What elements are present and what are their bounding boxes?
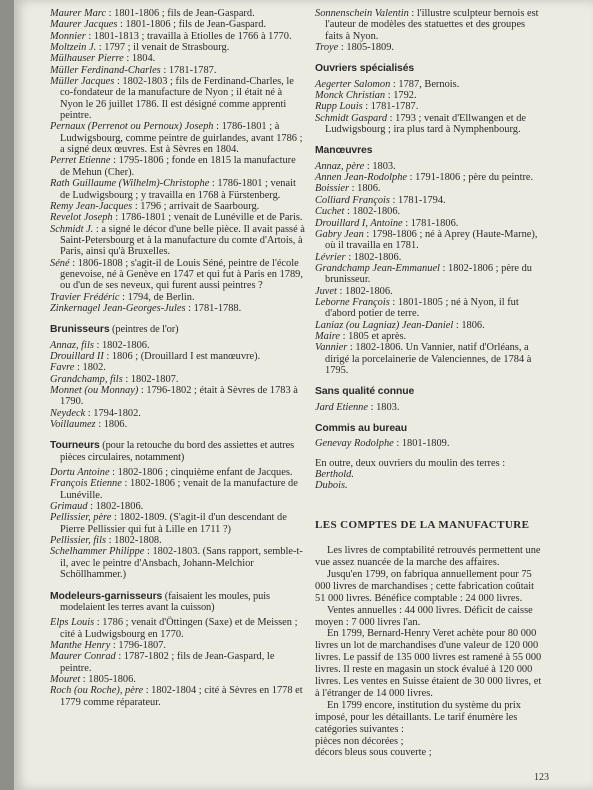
person-name: Grimaud (50, 501, 88, 513)
person-name: Pernaux (Perrenot ou Pernoux) Joseph (50, 121, 214, 133)
section-heading (50, 591, 306, 614)
entry-text: : 1795-1806 ; fonde en 1815 la manufacture de Mehun (Cher). (60, 155, 296, 178)
entry-text: : 1797 ; il venait de Strasbourg. (96, 42, 230, 54)
spacer (315, 450, 545, 458)
entry-text: : 1796-1802 ; était à Sèvres de 1783 à 1790. (60, 385, 298, 408)
person-name: Jard Etienne (315, 401, 368, 413)
section-body (315, 545, 545, 759)
entry-text: : 1786-1801 ; venait de Ludwigsbourg ; y travailla en 1768 à Fürstenberg. (60, 178, 296, 201)
left-column (50, 8, 306, 708)
person-name: Séné (50, 257, 70, 269)
section-line: pièces non décorées ; (315, 735, 404, 747)
person-name: Grandchamp, fils (50, 373, 123, 385)
heading-note: (faisaient les moules, puis modelaient les terres avant la cuisson) (60, 590, 270, 613)
entry-text: En outre, deux ouvriers du moulin des terres : (315, 457, 506, 469)
person-name: Remy Jean-Jacques (50, 200, 133, 212)
person-entry (315, 252, 545, 263)
person-entry (50, 501, 306, 512)
person-name: Revelot Joseph (50, 212, 113, 224)
person-name: Müller Ferdinand-Charles (50, 64, 161, 76)
person-entry (315, 320, 545, 331)
entry-text: : 1806. (349, 183, 381, 195)
entry-text: : 1802-1803. (Sans rapport, semble-t-il, avec le peintre d'Ansbach, Johann-Melchior Schöllhammer.) (60, 546, 303, 581)
heading-title: Tourneurs (50, 440, 100, 452)
person-name: Annaz, père (315, 160, 365, 172)
person-entry (315, 42, 545, 53)
entry-text: : 1802. (74, 362, 106, 374)
section-heading (50, 324, 306, 335)
person-name: Annaz, fils (50, 339, 94, 351)
person-entry (315, 438, 545, 449)
person-entry (315, 469, 545, 480)
entry-text: : 1802-1807. (122, 373, 179, 385)
entry-text: : 1787-1802 ; fils de Jean-Gaspard, le peintre. (60, 651, 275, 674)
person-name: Monnet (ou Monnay) (50, 385, 139, 396)
entry-text: : l'illustre sculpteur bernois est l'auteur de modèles des statuettes et des groupes faits à Nyon. (325, 8, 539, 42)
entry-text: : 1786-1801 ; venait de Lunéville et de Paris. (112, 212, 303, 224)
person-entry (50, 8, 306, 19)
person-entry (50, 19, 306, 30)
person-entry (50, 512, 306, 535)
person-name: François Etienne (50, 478, 122, 490)
entry-text: : 1802-1806. (336, 285, 393, 297)
heading-note: (peintres de l'or) (109, 324, 179, 336)
person-name: Pellissier, fils (50, 535, 106, 547)
person-name: Cuchet (315, 206, 345, 218)
entry-text: : 1801-1809. (393, 438, 450, 450)
person-name: Lévrier (315, 251, 346, 263)
person-name: Perret Etienne (50, 155, 111, 167)
entry-text: : a signé le décor d'une belle pièce. Il avait passé à Saint-Petersbourg et à la manufacture du comte d'Artois, à Paris, ainsi qu'à Bruxelles. (60, 223, 305, 258)
person-name: Troye (315, 42, 339, 54)
entry-text: : 1792. (385, 90, 417, 102)
entry-text: : 1786-1801 ; à Ludwigsbourg, comme peintre de guirlandes, avant 1786 ; a signé deux œuvres. Est à Sèvres en 1804. (60, 121, 303, 156)
person-name: Roch (ou Roche), père (50, 685, 144, 697)
person-entry (50, 408, 306, 419)
person-entry (315, 480, 545, 491)
heading-title: Ouvriers spécialisés (315, 63, 415, 75)
person-name: Mülhauser Pierre (50, 53, 124, 65)
person-name: Gabry Jean (315, 228, 364, 240)
person-entry (50, 651, 306, 674)
person-name: Manthe Henry (50, 639, 111, 651)
person-entry (50, 674, 306, 685)
person-name: Moltzein J. (50, 42, 97, 54)
entry-text: : 1802-1806. (93, 339, 150, 351)
person-name: Rupp Louis (315, 101, 363, 113)
person-entry (50, 42, 306, 53)
person-entry (50, 385, 306, 408)
person-name: Genevay Rodolphe (315, 438, 394, 450)
entry-text: : 1806. (95, 419, 128, 431)
person-entry (50, 546, 306, 580)
person-name: Travier Frédéric (50, 291, 120, 303)
person-entry (315, 8, 545, 42)
person-name: Maurer Marc (50, 8, 107, 19)
person-name: Maurer Conrad (50, 651, 116, 663)
person-name: Sonnenschein Valentin (315, 8, 409, 19)
person-entry (50, 374, 306, 385)
person-entry (315, 101, 545, 112)
entry-text: : 1803. (364, 160, 396, 172)
entry-text: : 1805 et après. (340, 330, 407, 342)
person-entry (50, 685, 306, 708)
person-entry (50, 155, 306, 178)
section-paragraph: En 1799 encore, institution du système du prix imposé, pour les détaillants. Le tarif énumère les catégories suivantes : (315, 699, 521, 735)
book-page (14, 0, 593, 790)
heading-title: Manœuvres (315, 145, 373, 157)
entry-text: : 1796 ; arrivait de Saarbourg. (132, 200, 260, 212)
person-name: Mouret (50, 673, 81, 685)
person-entry (50, 292, 306, 303)
entry-text: : 1802-1806 ; père du brunisseur. (325, 262, 533, 286)
person-entry (50, 201, 306, 212)
section-paragraph: Les livres de comptabilité retrouvés permettent une vue assez nuancée de la marche des affaires. (315, 545, 541, 568)
entry-text: : 1781-1806. (402, 217, 459, 229)
entry-text: : 1793 ; venait d'Ellwangen et de Ludwigsbourg ; ira plus tard à Nymphenbourg. (325, 112, 526, 136)
entry-text: : 1805-1806. (80, 673, 136, 685)
person-entry (50, 53, 306, 64)
person-entry (315, 113, 545, 136)
person-name: Laniaz (ou Lagniaz) Jean-Daniel (315, 319, 454, 331)
person-name: Voillaumez (50, 419, 96, 431)
entry-text: : 1801-1813 ; travailla à Etiolles de 1766 à 1770. (85, 30, 292, 42)
entry-text: : 1798-1806 ; né à Aprey (Haute-Marne), où il travailla en 1781. (325, 228, 538, 252)
person-name: Vannier (315, 342, 348, 354)
page-number: 123 (534, 772, 549, 783)
person-entry (315, 195, 545, 206)
entry-text: : 1801-1806 ; fils de Jean-Gaspard. (106, 8, 255, 19)
heading-title: Commis au bureau (315, 423, 407, 434)
person-entry (50, 121, 306, 155)
section-heading (315, 63, 545, 74)
entry-text: : 1805-1809. (338, 42, 394, 54)
entry-text: : 1802-1804 ; cité à Sèvres en 1778 et 1779 comme réparateur. (60, 685, 303, 708)
section-heading (315, 423, 545, 434)
person-name: Annen Jean-Rodolphe (315, 172, 408, 184)
heading-title: Brunisseurs (50, 324, 110, 336)
person-name: Favre (50, 362, 75, 374)
person-entry (50, 351, 306, 362)
person-entry (50, 617, 306, 640)
person-name: Dubois. (315, 480, 348, 492)
entry-text: : 1802-1806. (87, 501, 144, 513)
heading-title: Sans qualité connue (315, 386, 415, 398)
section-title: LES COMPTES DE LA MANUFACTURE (315, 518, 530, 531)
person-name: Schmidt Gaspard (315, 112, 388, 124)
section-paragraph: En 1799, Bernard-Henry Veret achète pour 80 000 livres un lot de marchandises d'une valeur de 120 000 livres. Le passif de 135 000 livres est ramené à 55 000 livres. Il reste en magasin un stock évalué à 120 000 livres. Les ventes en Suisse étaient de 30 000 livres, et à l'étranger de 14 000 livres. (315, 628, 542, 699)
entry-text: : 1801-1805 ; né à Nyon, il fut d'abord potier de terre. (325, 296, 519, 320)
person-entry (50, 467, 306, 478)
entry-text: : 1802-1803 ; fils de Ferdinand-Charles, le co-fondateur de la manufacture de Nyon ; il était né à Nyon le 26 juillet 1786. Il est désigné comme apprenti peintre. (60, 76, 294, 122)
person-name: Schelhammer Philippe (50, 546, 145, 558)
person-name: Dortu Antoine (50, 467, 110, 479)
entry-text: : 1781-1794. (389, 194, 446, 206)
person-entry (315, 342, 545, 376)
section-heading (315, 386, 545, 397)
person-name: Juvet (315, 285, 337, 297)
person-name: Elps Louis (50, 617, 95, 629)
person-entry (315, 79, 545, 90)
person-entry (315, 172, 545, 183)
person-entry (315, 263, 545, 286)
heading-note: (pour la retouche du bord des assiettes et autres pièces circulaires, notamment) (60, 440, 295, 463)
person-name: Leborne François (315, 296, 390, 308)
entry-text: : 1781-1787. (362, 101, 419, 113)
entry-text: : 1786 ; venait d'Öttingen (Saxe) et de Meissen ; cité à Ludwigsbourg en 1770. (60, 617, 298, 640)
entry-text: : 1802-1806 ; venait de la manufacture de Lunéville. (60, 478, 298, 501)
person-entry (50, 640, 306, 651)
entry-text: : 1806. (453, 319, 485, 331)
person-name: Maire (315, 330, 341, 342)
person-entry (50, 31, 306, 42)
right-list (315, 8, 545, 492)
person-entry (315, 331, 545, 342)
entry-text: : 1803. (368, 401, 400, 413)
person-entry (50, 340, 306, 351)
section-paragraph: Jusqu'en 1799, on fabriqua annuellement pour 75 000 livres de marchandises ; cette fabrication coûtait 51 000 livres. Bénéfice comptable : 24 000 livres. (315, 568, 534, 604)
person-entry (50, 212, 306, 223)
entry-text: : 1781-1787. (160, 64, 217, 76)
person-entry (315, 90, 545, 101)
entry-text: : 1806-1808 ; s'agit-il de Louis Séné, peintre de l'école genevoise, né à Genève en 1747 et qui fut à Paris en 1789, ou d'un de ses neveux, qui furent aussi peintres ? (60, 257, 303, 292)
section-heading (315, 145, 545, 156)
section-line: décors bleus sous couverte ; (315, 747, 432, 759)
entry-text: : 1802-1809. (S'agit-il d'un descendant de Pierre Pellissier qui fut à Lille en 1711 ?) (60, 512, 287, 535)
entry-text: : 1806 ; (Drouillard I est manœuvre). (103, 350, 261, 362)
person-entry (50, 178, 306, 201)
person-name: Rath Guillaume (Wilhelm)-Christophe (50, 178, 210, 190)
person-name: Neydeck (50, 407, 86, 419)
entry-text: : 1802-1808. (106, 535, 162, 547)
person-entry (315, 402, 545, 413)
person-entry (315, 161, 545, 172)
entry-text: : 1787, Bernois. (390, 78, 460, 90)
section-heading (50, 440, 306, 463)
person-entry (315, 218, 545, 229)
entry-text: : 1796-1807. (110, 639, 167, 651)
entry-text: : 1804. (123, 53, 156, 65)
person-name: Drouillard II (50, 350, 104, 362)
entry-text: : 1802-1806. Un Vannier, natif d'Orléans, a dirigé la porcelainerie de Valenciennes, de 1784 à 1795. (325, 342, 532, 376)
person-name: Schmidt J. (50, 223, 94, 235)
person-name: Aegerter Salomon (315, 78, 391, 90)
person-entry (50, 478, 306, 501)
person-name: Boissier (315, 183, 350, 195)
person-entry (50, 76, 306, 121)
person-name: Grandchamp Jean-Emmanuel (315, 262, 440, 274)
note-line (315, 458, 545, 469)
person-name: Zinkernagel Jean-Georges-Jules (50, 302, 186, 314)
person-name: Maurer Jacques (50, 19, 118, 31)
entry-text: : 1802-1806 ; cinquième enfant de Jacques. (109, 467, 293, 479)
person-entry (315, 286, 545, 297)
person-entry (50, 303, 306, 314)
person-entry (315, 183, 545, 194)
person-entry (315, 229, 545, 252)
right-column (315, 8, 545, 759)
entry-text: : 1802-1806. (344, 206, 401, 218)
entry-text: : 1781-1788. (185, 302, 242, 314)
heading-title: Modeleurs-garnisseurs (50, 590, 163, 602)
person-entry (50, 419, 306, 430)
person-name: Monck Christian (315, 90, 386, 102)
person-name: Berthold. (315, 469, 354, 481)
person-name: Colliard François (315, 194, 390, 206)
person-name: Drouillard I, Antoine (315, 217, 403, 229)
person-entry (50, 258, 306, 292)
section-paragraph: Ventes annuelles : 44 000 livres. Déficit de caisse moyen : 7 000 livres l'an. (315, 604, 533, 628)
person-entry (315, 206, 545, 217)
entry-text: : 1794-1802. (85, 407, 141, 419)
person-entry (315, 297, 545, 320)
entry-text: : 1802-1806. (345, 251, 402, 263)
entry-text: : 1791-1806 ; père du peintre. (407, 172, 534, 184)
person-name: Monnier (50, 30, 86, 42)
entry-text: : 1801-1806 ; fils de Jean-Gaspard. (117, 19, 267, 31)
person-entry (50, 362, 306, 373)
person-name: Pellissier, père (50, 512, 112, 524)
person-entry (50, 65, 306, 76)
person-entry (50, 535, 306, 546)
person-name: Müller Jacques (50, 76, 115, 88)
entry-text: : 1794, de Berlin. (119, 291, 195, 303)
person-entry (50, 224, 306, 258)
